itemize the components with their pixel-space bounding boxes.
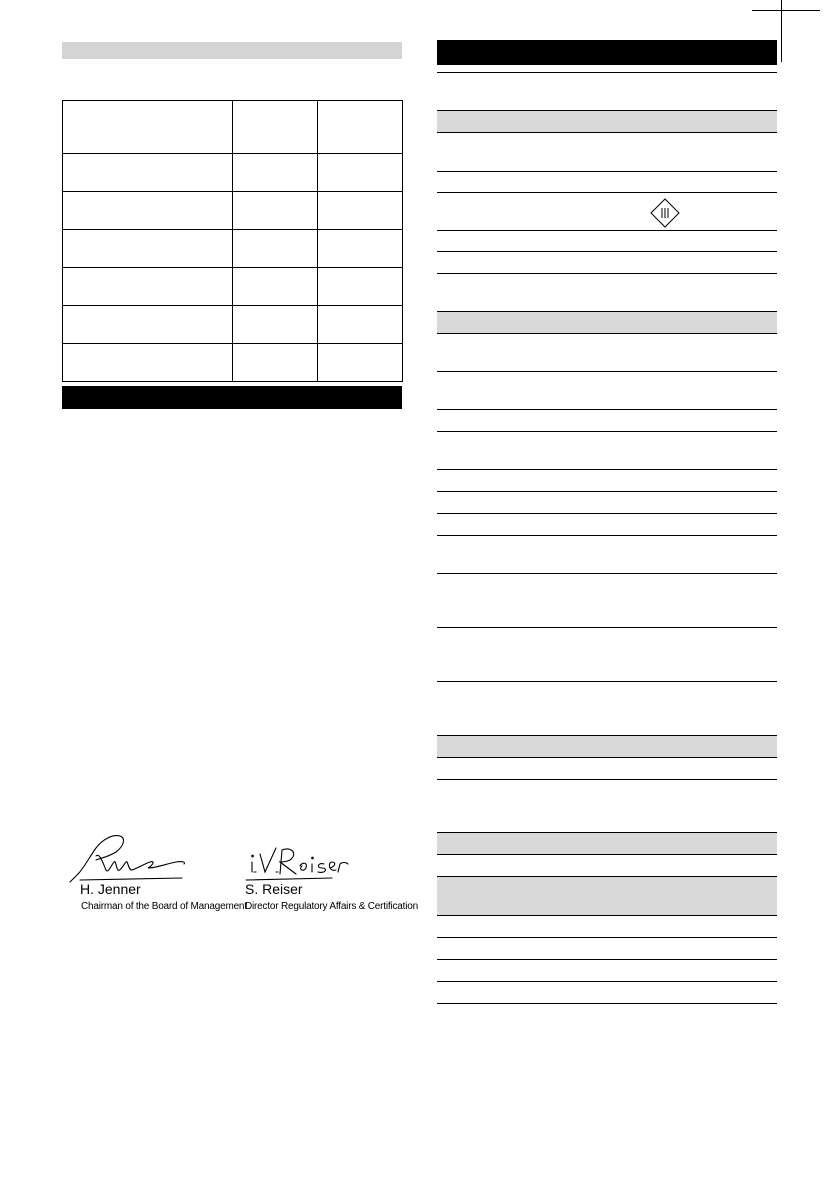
section-header-bar xyxy=(437,40,777,65)
trim-mark-vertical xyxy=(781,0,782,62)
protection-class-iii-icon xyxy=(650,198,680,228)
table-rule xyxy=(437,959,777,960)
table-cell xyxy=(233,101,318,154)
table-rule xyxy=(437,72,777,73)
table-section-band xyxy=(437,311,777,334)
table-header-row xyxy=(63,101,403,154)
table-section-band xyxy=(437,832,777,855)
table-section-band xyxy=(437,876,777,916)
table-rule xyxy=(437,491,777,492)
table-cell xyxy=(63,101,233,154)
signature-jenner xyxy=(70,836,185,882)
table-row xyxy=(63,268,403,306)
table-cell xyxy=(318,344,403,382)
table-cell xyxy=(233,344,318,382)
table-cell xyxy=(233,154,318,192)
table-rule xyxy=(437,981,777,982)
table-cell xyxy=(63,154,233,192)
table-rule xyxy=(437,469,777,470)
table-cell xyxy=(233,230,318,268)
table-cell xyxy=(233,306,318,344)
table-rule xyxy=(437,627,777,628)
table-rule xyxy=(437,409,777,410)
table-section-band xyxy=(437,735,777,758)
table-rule xyxy=(437,535,777,536)
signatory-role: Director Regulatory Affairs & Certification xyxy=(245,901,418,912)
table-rule xyxy=(437,937,777,938)
table-cell xyxy=(318,306,403,344)
table-rule xyxy=(437,230,777,231)
table-row xyxy=(63,344,403,382)
table-row xyxy=(63,230,403,268)
table-row xyxy=(63,306,403,344)
table-row xyxy=(63,154,403,192)
signature-reiser xyxy=(246,848,348,880)
table-rule xyxy=(437,251,777,252)
table-rule xyxy=(437,779,777,780)
table-cell xyxy=(63,192,233,230)
signatory-name: S. Reiser xyxy=(245,881,303,897)
table-rule xyxy=(437,1003,777,1004)
table-rule xyxy=(437,431,777,432)
table-cell xyxy=(233,268,318,306)
trim-mark-horizontal xyxy=(752,10,820,11)
table-rule xyxy=(437,513,777,514)
section-header-bar xyxy=(62,386,402,409)
table-row xyxy=(63,192,403,230)
handwritten-signatures xyxy=(66,826,386,888)
table-cell xyxy=(318,154,403,192)
signatory-name: H. Jenner xyxy=(80,881,141,897)
table-section-band xyxy=(437,110,777,133)
table-rule xyxy=(437,573,777,574)
table-cell xyxy=(318,101,403,154)
emission-table xyxy=(62,100,403,382)
table-cell xyxy=(318,230,403,268)
table-cell xyxy=(63,344,233,382)
table-rule xyxy=(437,371,777,372)
table-rule xyxy=(437,192,777,193)
table-cell xyxy=(63,230,233,268)
table-cell xyxy=(63,268,233,306)
table-cell xyxy=(318,268,403,306)
table-rule xyxy=(437,681,777,682)
signatory-role: Chairman of the Board of Management xyxy=(81,901,247,912)
section-heading-bar xyxy=(62,42,402,59)
table-rule xyxy=(437,171,777,172)
table-cell xyxy=(63,306,233,344)
table-rule xyxy=(437,273,777,274)
table-cell xyxy=(318,192,403,230)
table-cell xyxy=(233,192,318,230)
